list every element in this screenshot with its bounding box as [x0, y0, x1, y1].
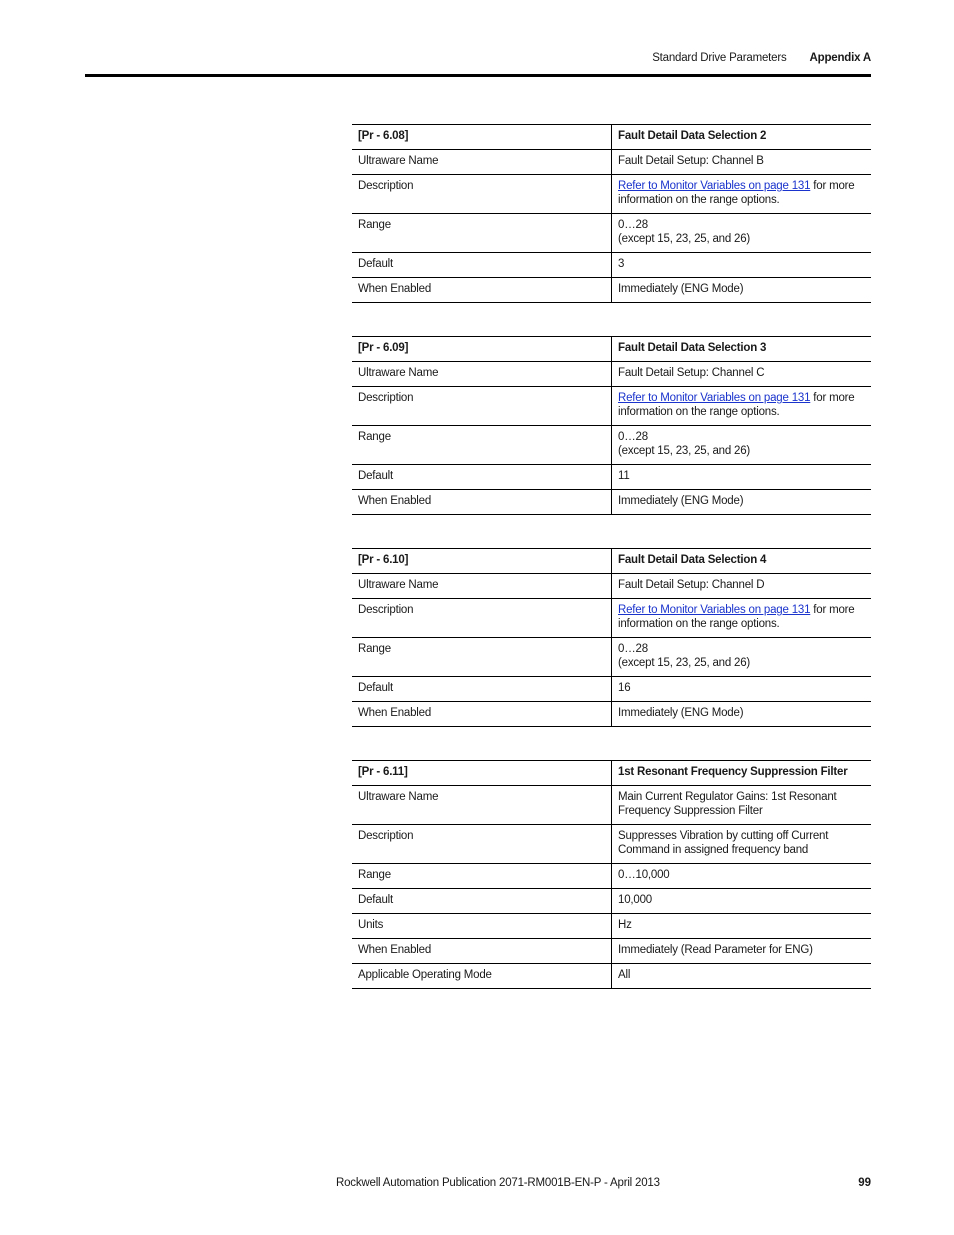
- row-label: Description: [352, 599, 612, 638]
- table-header-row: [352, 761, 871, 786]
- header-rule: [85, 74, 871, 77]
- row-value: [612, 426, 872, 465]
- row-value: Fault Detail Setup: Channel D: [612, 574, 872, 599]
- row-label: Description: [352, 175, 612, 214]
- publication-footer: Rockwell Automation Publication 2071-RM001B-EN-P - April 2013: [336, 1177, 660, 1189]
- row-value: 11: [612, 465, 872, 490]
- table-row: [352, 964, 871, 989]
- table-row: [352, 825, 871, 864]
- table-row: [352, 574, 871, 599]
- table-row: [352, 175, 871, 214]
- range-note: (except 15, 23, 25, and 26): [618, 657, 751, 669]
- row-label: Range: [352, 214, 612, 253]
- table-row: [352, 702, 871, 727]
- row-label: Ultraware Name: [352, 150, 612, 175]
- row-value: [612, 599, 872, 638]
- row-value: 3: [612, 253, 872, 278]
- row-label: Default: [352, 253, 612, 278]
- param-id: [Pr - 6.08]: [352, 125, 612, 150]
- range-note: (except 15, 23, 25, and 26): [618, 445, 751, 457]
- table-row: [352, 914, 871, 939]
- param-id: [Pr - 6.11]: [352, 761, 612, 786]
- row-value: Immediately (ENG Mode): [612, 490, 872, 515]
- description-text: for more information on the range options.: [618, 604, 855, 630]
- row-label: Range: [352, 638, 612, 677]
- row-label: Default: [352, 677, 612, 702]
- row-value: 0…10,000: [612, 864, 872, 889]
- row-label: Ultraware Name: [352, 574, 612, 599]
- table-row: [352, 362, 871, 387]
- table-row: [352, 638, 871, 677]
- table-row: [352, 426, 871, 465]
- row-label: Description: [352, 825, 612, 864]
- row-label: Default: [352, 465, 612, 490]
- description-text: for more information on the range options.: [618, 180, 855, 206]
- row-label: Default: [352, 889, 612, 914]
- row-value: Immediately (Read Parameter for ENG): [612, 939, 872, 964]
- row-value: [612, 638, 872, 677]
- row-label: When Enabled: [352, 490, 612, 515]
- param-table-6-11: [352, 760, 871, 989]
- param-id: [Pr - 6.10]: [352, 549, 612, 574]
- row-value: Immediately (ENG Mode): [612, 278, 872, 303]
- range-value: 0…28: [618, 219, 648, 231]
- row-value: 16: [612, 677, 872, 702]
- table-row: [352, 786, 871, 825]
- table-row: [352, 939, 871, 964]
- table-row: [352, 278, 871, 303]
- row-label: When Enabled: [352, 939, 612, 964]
- running-header: [652, 52, 871, 64]
- row-value: Suppresses Vibration by cutting off Current Command in assigned frequency band: [612, 825, 872, 864]
- row-label: When Enabled: [352, 702, 612, 727]
- param-table-6-09: [352, 336, 871, 515]
- param-table-6-08: [352, 124, 871, 303]
- table-row: [352, 677, 871, 702]
- range-value: 0…28: [618, 643, 648, 655]
- param-title: 1st Resonant Frequency Suppression Filter: [612, 761, 872, 786]
- param-table-6-10: [352, 548, 871, 727]
- monitor-variables-link[interactable]: Refer to Monitor Variables on page 131: [618, 604, 811, 616]
- row-value: 10,000: [612, 889, 872, 914]
- table-row: [352, 387, 871, 426]
- monitor-variables-link[interactable]: Refer to Monitor Variables on page 131: [618, 392, 811, 404]
- row-label: Ultraware Name: [352, 362, 612, 387]
- row-value: [612, 175, 872, 214]
- row-label: Range: [352, 864, 612, 889]
- table-row: [352, 214, 871, 253]
- table-row: [352, 864, 871, 889]
- row-value: All: [612, 964, 872, 989]
- row-value: Fault Detail Setup: Channel C: [612, 362, 872, 387]
- row-label: Range: [352, 426, 612, 465]
- param-title: Fault Detail Data Selection 2: [612, 125, 872, 150]
- table-row: [352, 150, 871, 175]
- row-value: [612, 387, 872, 426]
- row-value: Hz: [612, 914, 872, 939]
- description-text: for more information on the range options.: [618, 392, 855, 418]
- table-row: [352, 889, 871, 914]
- table-row: [352, 490, 871, 515]
- row-label: When Enabled: [352, 278, 612, 303]
- section-title: Standard Drive Parameters: [652, 52, 787, 64]
- monitor-variables-link[interactable]: Refer to Monitor Variables on page 131: [618, 180, 811, 192]
- row-label: Description: [352, 387, 612, 426]
- row-label: Units: [352, 914, 612, 939]
- row-label: Ultraware Name: [352, 786, 612, 825]
- table-header-row: [352, 337, 871, 362]
- row-value: Fault Detail Setup: Channel B: [612, 150, 872, 175]
- param-id: [Pr - 6.09]: [352, 337, 612, 362]
- range-value: 0…28: [618, 431, 648, 443]
- page-number: 99: [858, 1177, 871, 1189]
- table-row: [352, 599, 871, 638]
- table-header-row: [352, 125, 871, 150]
- range-note: (except 15, 23, 25, and 26): [618, 233, 751, 245]
- param-title: Fault Detail Data Selection 4: [612, 549, 872, 574]
- row-value: [612, 214, 872, 253]
- row-value: Immediately (ENG Mode): [612, 702, 872, 727]
- row-value: Main Current Regulator Gains: 1st Resonant Frequency Suppression Filter: [612, 786, 872, 825]
- param-title: Fault Detail Data Selection 3: [612, 337, 872, 362]
- row-label: Applicable Operating Mode: [352, 964, 612, 989]
- table-row: [352, 465, 871, 490]
- appendix-label: Appendix A: [809, 52, 871, 64]
- table-header-row: [352, 549, 871, 574]
- table-row: [352, 253, 871, 278]
